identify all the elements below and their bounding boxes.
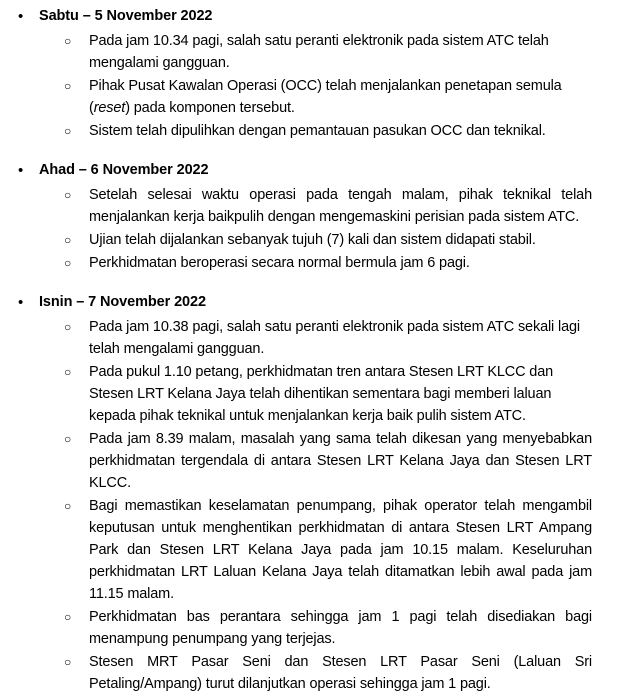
section-heading-row (0, 292, 610, 313)
list-item (0, 361, 610, 427)
list-item-text: Sistem telah dipulihkan dengan pemantauan pasukan OCC dan teknikal. (89, 123, 546, 139)
section-heading-isnin: Isnin – 7 November 2022 (39, 294, 206, 310)
section-sabtu (0, 6, 610, 142)
list-item (0, 651, 610, 695)
circle-bullet-icon: ○ (64, 320, 72, 334)
circle-bullet-icon: ○ (64, 365, 72, 379)
list-item-text: Setelah selesai waktu operasi pada tengah malam, pihak teknikal telah menjalankan kerja baikpulih dengan mengemaskini perisian pada sistem ATC. (89, 187, 592, 225)
circle-bullet-icon: ○ (64, 432, 72, 446)
list-item (0, 229, 610, 251)
list-item (0, 184, 610, 228)
section-heading-ahad: Ahad – 6 November 2022 (39, 162, 209, 178)
list-item-text: Stesen MRT Pasar Seni dan Stesen LRT Pasar Seni (Laluan Sri Petaling/Ampang) turut dilanjutkan operasi sehingga jam 1 pagi. (89, 654, 592, 692)
section-ahad (0, 160, 610, 274)
section-heading-row (0, 160, 610, 181)
disc-bullet-icon: • (18, 8, 24, 25)
list-item (0, 120, 610, 142)
circle-bullet-icon: ○ (64, 499, 72, 513)
section-isnin (0, 292, 610, 695)
section-heading-row (0, 6, 610, 27)
section-heading-sabtu: Sabtu – 5 November 2022 (39, 8, 213, 24)
list-item-text: Pada jam 10.38 pagi, salah satu peranti elektronik pada sistem ATC sekali lagi telah mengalami gangguan. (89, 319, 580, 357)
list-item (0, 495, 610, 605)
circle-bullet-icon: ○ (64, 124, 72, 138)
list-item (0, 252, 610, 274)
circle-bullet-icon: ○ (64, 610, 72, 624)
sub-list-isnin (0, 316, 610, 695)
list-item-text-part2: ) pada komponen tersebut. (125, 100, 295, 116)
list-item-text (89, 75, 610, 119)
list-item (0, 30, 610, 74)
sub-list-ahad (0, 184, 610, 274)
circle-bullet-icon: ○ (64, 233, 72, 247)
list-item-text: Pada pukul 1.10 petang, perkhidmatan tren antara Stesen LRT KLCC dan Stesen LRT Kelana Jaya telah dihentikan sementara bagi memberi laluan kepada pihak teknikal untuk menjalankan kerja baik pulih sistem ATC. (89, 364, 554, 424)
list-item-text: Pada jam 8.39 malam, masalah yang sama telah dikesan yang menyebabkan perkhidmatan tergendala di antara Stesen LRT Kelana Jaya dan Stesen LRT KLCC. (89, 431, 592, 491)
circle-bullet-icon: ○ (64, 655, 72, 669)
list-item-text-italic: reset (93, 100, 126, 116)
circle-bullet-icon: ○ (64, 256, 72, 270)
list-item-text: Perkhidmatan bas perantara sehingga jam 1 pagi telah disediakan bagi menampung penumpang yang terjejas. (89, 609, 592, 647)
sub-list-sabtu (0, 30, 610, 142)
list-item-text-part1: Pihak Pusat Kawalan Operasi (OCC) telah menjalankan penetapan semula ( (89, 78, 562, 116)
list-item-text: Perkhidmatan beroperasi secara normal bermula jam 6 pagi. (89, 255, 470, 271)
list-item-text: Ujian telah dijalankan sebanyak tujuh (7) kali dan sistem didapati stabil. (89, 232, 536, 248)
disc-bullet-icon: • (18, 162, 24, 179)
list-item-text: Bagi memastikan keselamatan penumpang, pihak operator telah mengambil keputusan untuk menghentikan perkhidmatan di antara Stesen LRT Ampang Park dan Stesen LRT Kelana Jaya pada jam 10.15 malam. Keseluruhan perkhidmatan LRT Laluan Kelana Jaya telah ditamatkan lebih awal pada jam 11.15 malam. (89, 498, 592, 602)
list-item (0, 606, 610, 650)
list-item (0, 428, 610, 494)
disc-bullet-icon: • (18, 294, 24, 311)
list-item (0, 75, 610, 119)
list-item-text: Pada jam 10.34 pagi, salah satu peranti elektronik pada sistem ATC telah mengalami gangguan. (89, 33, 549, 71)
list-item (0, 316, 610, 360)
circle-bullet-icon: ○ (64, 188, 72, 202)
circle-bullet-icon: ○ (64, 34, 72, 48)
circle-bullet-icon: ○ (64, 79, 72, 93)
